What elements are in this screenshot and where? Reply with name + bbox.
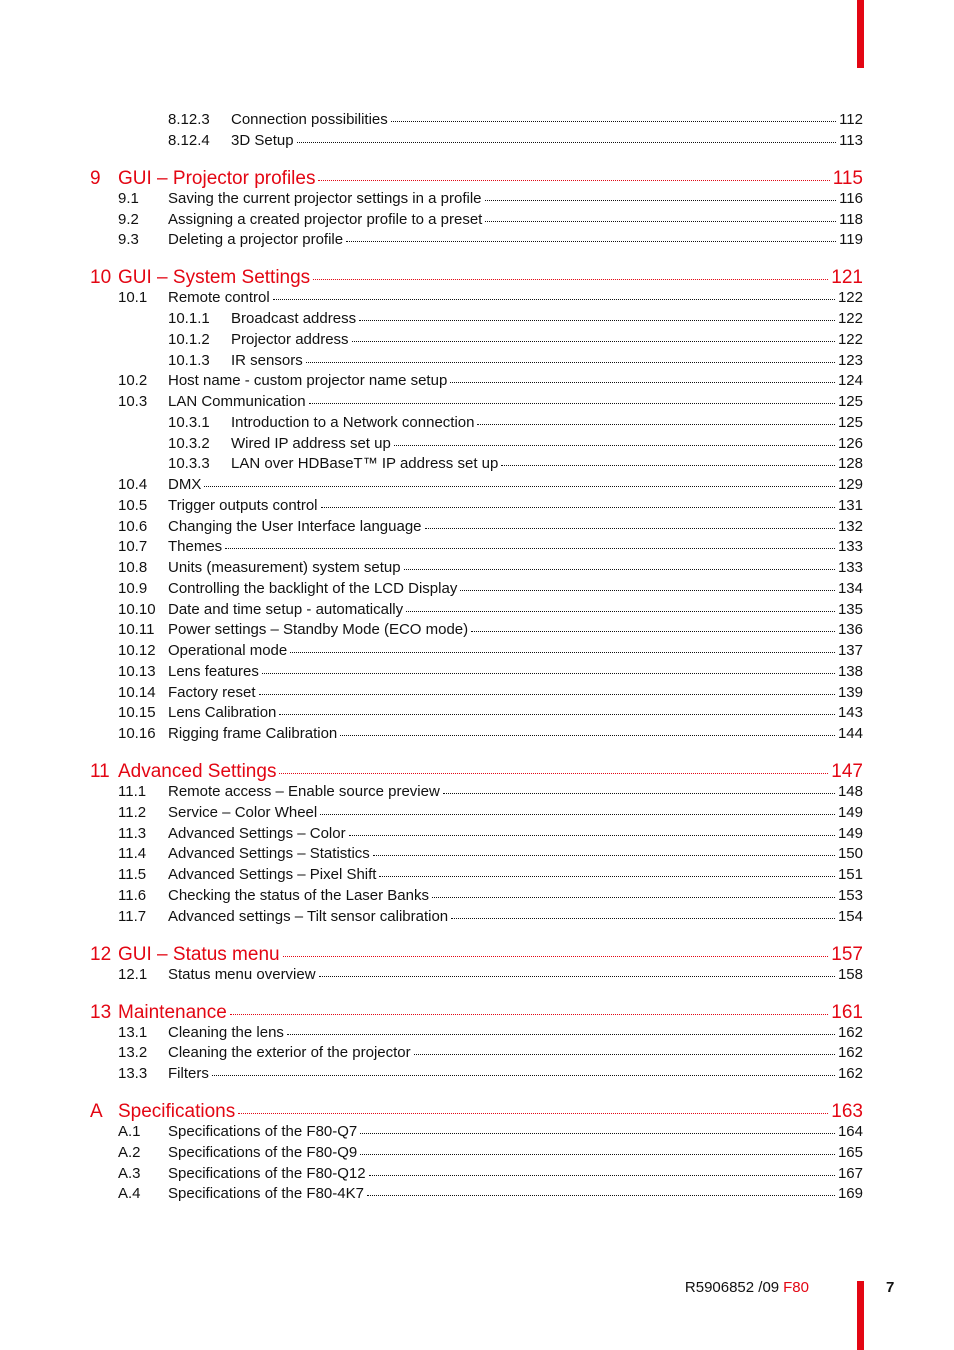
dot-leader	[425, 528, 835, 529]
dot-leader	[404, 569, 835, 570]
toc-entry[interactable]	[118, 866, 863, 883]
dot-leader	[225, 548, 835, 549]
toc-title: Saving the current projector settings in a profile	[168, 189, 482, 207]
toc-entry[interactable]	[118, 908, 863, 925]
toc-chapter-entry[interactable]	[90, 267, 863, 289]
toc-number: 10.12	[118, 642, 156, 659]
toc-entry[interactable]	[118, 559, 863, 576]
toc-page-number: 161	[831, 1001, 863, 1023]
toc-entry[interactable]	[118, 725, 863, 742]
toc-number: 10.4	[118, 476, 148, 493]
toc-number: 13.2	[118, 1044, 148, 1062]
toc-entry[interactable]	[118, 538, 863, 555]
toc-title: Filters	[168, 1065, 209, 1082]
toc-number: 13.1	[118, 1023, 148, 1041]
toc-title: Broadcast address	[231, 310, 357, 327]
toc-entry[interactable]	[168, 111, 863, 128]
dot-leader	[319, 976, 835, 977]
toc-number: 13	[90, 1001, 112, 1023]
dot-leader	[406, 611, 835, 612]
toc-entry[interactable]	[118, 580, 863, 597]
toc-page-number: 121	[831, 267, 863, 289]
toc-number: 10.13	[118, 662, 156, 680]
toc-number: 10.7	[118, 538, 148, 556]
toc-title: 3D Setup	[231, 131, 294, 149]
toc-number: 13.3	[118, 1065, 148, 1082]
toc-title: Advanced Settings – Color	[168, 824, 346, 842]
toc-page-number: 165	[837, 1143, 863, 1161]
page-number: 7	[886, 1279, 895, 1296]
toc-page-number: 144	[837, 725, 863, 742]
toc-title: Specifications	[118, 1101, 236, 1122]
toc-title: Themes	[168, 538, 223, 556]
toc-title: DMX	[168, 476, 202, 493]
toc-number: 10.3.2	[168, 434, 210, 452]
toc-number: 10.1.2	[168, 330, 210, 348]
toc-page-number: 163	[831, 1101, 863, 1122]
toc-number: 9.1	[118, 189, 139, 207]
footer-doc-info	[685, 1279, 809, 1296]
toc-entry[interactable]	[118, 190, 863, 207]
toc-entry[interactable]	[118, 1044, 863, 1061]
doc-number: R5906852 /09	[684, 1279, 780, 1296]
toc-number: 10.1	[118, 289, 148, 307]
toc-page-number: 138	[837, 662, 863, 680]
bottom-accent-bar	[857, 1281, 864, 1350]
toc-page-number: 122	[837, 289, 863, 307]
toc-entry[interactable]	[118, 783, 863, 800]
toc-page-number: 123	[837, 351, 863, 369]
dot-leader	[262, 673, 835, 674]
toc-number: 10.9	[118, 579, 148, 597]
toc-number: 11.4	[118, 845, 147, 863]
toc-number: 10.2	[118, 372, 148, 390]
dot-leader	[485, 200, 837, 201]
toc-title: Specifications of the F80-Q7	[168, 1123, 358, 1140]
toc-title: Introduction to a Network connection	[231, 413, 475, 431]
toc-entry[interactable]	[118, 1065, 863, 1082]
toc-page-number: 125	[837, 393, 863, 410]
toc-title: IR sensors	[231, 351, 303, 369]
toc-number: 10.8	[118, 559, 148, 576]
toc-page-number: 164	[837, 1123, 863, 1140]
dot-leader	[346, 241, 836, 242]
dot-leader	[485, 221, 836, 222]
dot-leader	[391, 121, 836, 122]
dot-leader	[212, 1075, 835, 1076]
toc-title: Units (measurement) system setup	[168, 559, 401, 576]
toc-page-number: 167	[837, 1164, 863, 1182]
toc-page-number: 122	[837, 330, 863, 348]
dot-leader	[306, 362, 835, 363]
dot-leader	[477, 424, 834, 425]
toc-title: Controlling the backlight of the LCD Display	[168, 579, 458, 597]
toc-number: 11.5	[118, 866, 147, 883]
dot-leader	[369, 1175, 835, 1176]
toc-title: Wired IP address set up	[231, 434, 391, 452]
dot-leader	[204, 486, 835, 487]
dot-leader	[279, 714, 835, 715]
toc-page-number: 162	[837, 1023, 863, 1041]
toc-title: Maintenance	[118, 1001, 227, 1023]
toc-title: Projector address	[231, 330, 349, 348]
dot-leader	[379, 876, 835, 877]
toc-entry[interactable]	[168, 435, 863, 452]
toc-entry[interactable]	[118, 845, 863, 862]
toc-entry[interactable]	[118, 211, 863, 228]
dot-leader	[259, 694, 835, 695]
dot-leader	[279, 773, 828, 774]
toc-number: A.1	[118, 1123, 141, 1140]
toc-title: Host name - custom projector name setup	[168, 372, 448, 390]
dot-leader	[460, 590, 835, 591]
dot-leader	[414, 1054, 835, 1055]
toc-entry[interactable]	[118, 289, 863, 306]
toc-entry[interactable]	[168, 331, 863, 348]
model-name: F80	[783, 1279, 809, 1296]
toc-title: Lens Calibration	[168, 704, 277, 722]
toc-entry[interactable]	[118, 663, 863, 680]
toc-page-number: 154	[837, 907, 863, 925]
toc-title: GUI – Status menu	[118, 943, 280, 965]
toc-number: 11.1	[118, 783, 147, 800]
toc-title: Specifications of the F80-4K7	[168, 1185, 364, 1203]
toc-number: 12	[90, 943, 112, 965]
toc-title: Date and time setup - automatically	[168, 600, 404, 618]
toc-chapter-entry[interactable]	[90, 1002, 863, 1024]
toc-entry[interactable]	[168, 414, 863, 431]
toc-number: 10.6	[118, 517, 148, 535]
toc-title: Assigning a created projector profile to a preset	[168, 210, 483, 228]
dot-leader	[309, 403, 835, 404]
toc-title: GUI – System Settings	[118, 267, 311, 289]
toc-entry[interactable]	[118, 518, 863, 535]
toc-title: LAN Communication	[168, 393, 306, 410]
toc-number: 11	[90, 761, 110, 782]
toc-number: 10.3.3	[168, 455, 210, 473]
toc-entry[interactable]	[118, 1165, 863, 1182]
toc-entry[interactable]	[118, 684, 863, 701]
toc-entry[interactable]	[118, 704, 863, 721]
toc-entry[interactable]	[118, 887, 863, 904]
toc-chapter-entry[interactable]	[90, 1101, 863, 1123]
toc-page-number: 162	[837, 1044, 863, 1062]
toc-number: 8.12.4	[168, 131, 210, 149]
toc-number: A.3	[118, 1164, 141, 1182]
toc-page-number: 136	[837, 621, 863, 639]
toc-chapter-entry[interactable]	[90, 168, 863, 190]
toc-number: 10.1.3	[168, 351, 210, 369]
dot-leader	[432, 897, 835, 898]
toc-title: LAN over HDBaseT™ IP address set up	[231, 455, 499, 473]
toc-title: Factory reset	[168, 683, 256, 701]
dot-leader	[349, 835, 835, 836]
toc-title: Service – Color Wheel	[168, 803, 318, 821]
toc-page-number: 162	[837, 1065, 863, 1082]
dot-leader	[283, 956, 829, 957]
toc-page-number: 169	[837, 1185, 863, 1203]
toc-page-number: 157	[831, 943, 863, 965]
toc-chapter-entry[interactable]	[90, 944, 863, 966]
toc-page-number: 133	[837, 538, 863, 556]
toc-number: 11.6	[118, 886, 147, 904]
dot-leader	[352, 341, 835, 342]
toc-entry[interactable]	[118, 393, 863, 410]
toc-title: Deleting a projector profile	[168, 231, 344, 249]
toc-title: Status menu overview	[168, 965, 316, 983]
toc-title: Cleaning the lens	[168, 1023, 284, 1041]
toc-entry[interactable]	[118, 1024, 863, 1041]
toc-page-number: 135	[837, 600, 863, 618]
dot-leader	[367, 1195, 835, 1196]
toc-title: Specifications of the F80-Q12	[168, 1164, 366, 1182]
toc-page-number: 115	[832, 167, 863, 189]
toc-title: Specifications of the F80-Q9	[168, 1143, 358, 1161]
toc-number: 10.14	[118, 683, 156, 701]
toc-title: Changing the User Interface language	[168, 517, 422, 535]
toc-entry[interactable]	[118, 1185, 863, 1202]
toc-number: 10.11	[118, 621, 155, 639]
toc-page-number: 147	[831, 761, 863, 782]
toc-number: 11.3	[118, 824, 147, 842]
toc-title: Connection possibilities	[231, 111, 388, 128]
toc-number: 10.10	[118, 600, 156, 618]
toc-page-number: 133	[837, 559, 863, 576]
toc-number: 10.15	[118, 704, 156, 722]
toc-number: A	[90, 1101, 103, 1122]
toc-entry[interactable]	[168, 352, 863, 369]
toc-title: Trigger outputs control	[168, 496, 318, 514]
toc-entry[interactable]	[118, 601, 863, 618]
toc-number: 10.3	[118, 393, 148, 410]
toc-title: Remote access – Enable source preview	[168, 783, 440, 800]
toc-page-number: 119	[839, 231, 863, 249]
dot-leader	[321, 507, 835, 508]
toc-page-number: 158	[837, 965, 863, 983]
toc-title: Lens features	[168, 662, 259, 680]
toc-page-number: 112	[839, 111, 863, 128]
toc-number: 9.2	[118, 210, 139, 228]
toc-number: 12.1	[118, 965, 148, 983]
toc-page-number: 139	[837, 683, 863, 701]
dot-leader	[450, 382, 835, 383]
dot-leader	[471, 631, 835, 632]
toc-title: Advanced Settings – Statistics	[168, 845, 370, 863]
dot-leader	[238, 1113, 828, 1114]
dot-leader	[297, 142, 837, 143]
toc-page-number: 129	[837, 476, 863, 493]
toc-entry[interactable]	[118, 1144, 863, 1161]
toc-title: Power settings – Standby Mode (ECO mode)	[168, 621, 469, 639]
page-footer	[0, 1279, 954, 1299]
toc-page-number: 149	[837, 824, 863, 842]
toc-number: A.4	[118, 1185, 141, 1203]
toc-number: 10.1.1	[168, 310, 210, 327]
dot-leader	[360, 1133, 835, 1134]
toc-page-number: 122	[837, 310, 863, 327]
toc-page-number: 151	[837, 866, 863, 883]
toc-page-number: 128	[837, 455, 863, 473]
toc-title: Remote control	[168, 289, 270, 307]
toc-entry[interactable]	[118, 476, 863, 493]
toc-entry[interactable]	[118, 497, 863, 514]
dot-leader	[313, 279, 828, 280]
dot-leader	[340, 735, 835, 736]
toc-number: A.2	[118, 1143, 141, 1161]
toc-page-number: 131	[837, 496, 863, 514]
toc-page-number: 113	[839, 131, 863, 149]
dot-leader	[443, 793, 835, 794]
toc-title: Advanced Settings	[118, 761, 277, 782]
toc-entry[interactable]	[168, 132, 863, 149]
dot-leader	[320, 814, 835, 815]
dot-leader	[501, 465, 835, 466]
toc-title: Operational mode	[168, 642, 288, 659]
dot-leader	[318, 180, 829, 181]
toc-number: 9	[90, 167, 101, 189]
toc-title: Advanced Settings – Pixel Shift	[168, 866, 377, 883]
dot-leader	[287, 1034, 835, 1035]
toc-page-number: 125	[837, 413, 863, 431]
dot-leader	[373, 855, 835, 856]
toc-entry[interactable]	[118, 621, 863, 638]
toc-page-number: 137	[837, 642, 863, 659]
toc-entry[interactable]	[118, 1123, 863, 1140]
toc-entry[interactable]	[168, 455, 863, 472]
dot-leader	[273, 299, 835, 300]
toc-number: 9.3	[118, 231, 139, 249]
toc-title: Cleaning the exterior of the projector	[168, 1044, 411, 1062]
dot-leader	[290, 652, 835, 653]
toc-number: 10.3.1	[168, 413, 210, 431]
dot-leader	[359, 320, 835, 321]
toc-entry[interactable]	[118, 231, 863, 248]
toc-entry[interactable]	[118, 825, 863, 842]
toc-entry[interactable]	[168, 310, 863, 327]
toc-number: 10	[90, 267, 112, 289]
toc-page-number: 149	[837, 803, 863, 821]
toc-chapter-entry[interactable]	[90, 761, 863, 783]
toc-page-number: 150	[837, 845, 863, 863]
toc-number: 11.2	[118, 803, 147, 821]
top-accent-bar	[857, 0, 864, 68]
toc-title: GUI – Projector profiles	[118, 167, 316, 189]
toc-number: 8.12.3	[168, 111, 210, 128]
toc-page-number: 116	[839, 189, 863, 207]
toc-entry[interactable]	[118, 642, 863, 659]
dot-leader	[360, 1154, 835, 1155]
toc-title: Advanced settings – Tilt sensor calibration	[168, 907, 449, 925]
toc-page-number: 148	[837, 783, 863, 800]
dot-leader	[451, 918, 835, 919]
toc-number: 11.7	[118, 907, 147, 925]
dot-leader	[230, 1014, 829, 1015]
toc-title: Checking the status of the Laser Banks	[168, 886, 429, 904]
toc-page-number: 126	[837, 434, 863, 452]
toc-page-number: 143	[837, 704, 863, 722]
toc-number: 10.16	[118, 725, 156, 742]
dot-leader	[394, 445, 835, 446]
toc-page-number: 132	[837, 517, 863, 535]
toc-page-number: 134	[837, 579, 863, 597]
toc-entry[interactable]	[118, 372, 863, 389]
toc-title: Rigging frame Calibration	[168, 725, 338, 742]
toc-page-number: 153	[837, 886, 863, 904]
toc-entry[interactable]	[118, 804, 863, 821]
toc-page-number: 118	[839, 210, 863, 228]
toc-page-number: 124	[837, 372, 863, 390]
toc-number: 10.5	[118, 496, 148, 514]
toc-entry[interactable]	[118, 966, 863, 983]
